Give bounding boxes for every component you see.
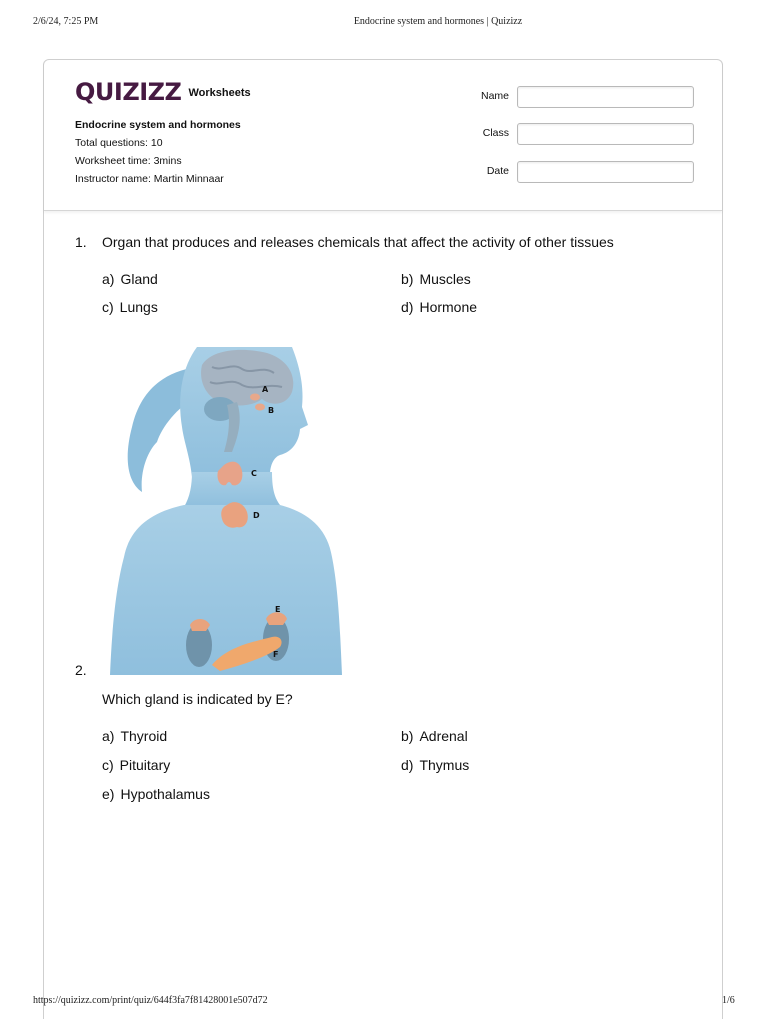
option-d — [401, 757, 469, 773]
logo-wordmark: QUIZIZZ — [75, 78, 182, 106]
torso-shape — [110, 505, 342, 675]
option-letter: c) — [102, 757, 114, 773]
worksheet-header — [44, 60, 722, 211]
option-text: Thyroid — [120, 728, 168, 744]
pituitary-gland — [255, 404, 265, 411]
option-letter: e) — [102, 786, 115, 802]
worksheet-title: Endocrine system and hormones — [75, 119, 241, 131]
print-url: https://quizizz.com/print/quiz/644f3fa7f81428001e507d72 — [33, 995, 268, 1006]
total-questions: Total questions: 10 — [75, 137, 163, 149]
date-label: Date — [486, 165, 509, 177]
option-text: Gland — [120, 271, 158, 287]
print-page-title: Endocrine system and hormones | Quizizz — [353, 16, 523, 27]
figure-label-e: E — [275, 605, 281, 614]
option-a — [102, 271, 158, 287]
question-number: 2. — [75, 662, 87, 678]
date-field[interactable] — [517, 161, 694, 183]
worksheet-time: Worksheet time: 3mins — [75, 155, 182, 167]
option-letter: d) — [401, 299, 414, 315]
class-field[interactable] — [517, 123, 694, 145]
endocrine-figure — [102, 347, 350, 675]
option-d — [401, 299, 477, 315]
print-header — [0, 16, 768, 30]
option-text: Pituitary — [119, 757, 171, 773]
option-letter: a) — [102, 728, 115, 744]
option-letter: b) — [401, 271, 414, 287]
option-e — [102, 786, 210, 802]
option-text: Lungs — [119, 299, 158, 315]
question-text: Organ that produces and releases chemicals that affect the activity of other tissues — [102, 234, 614, 250]
option-c — [102, 757, 170, 773]
option-a — [102, 728, 167, 744]
option-letter: a) — [102, 271, 115, 287]
figure-label-f: F — [273, 650, 279, 659]
question-text: Which gland is indicated by E? — [102, 691, 293, 707]
figure-label-a: A — [262, 385, 269, 394]
option-text: Hypothalamus — [120, 786, 210, 802]
figure-label-c: C — [251, 469, 257, 478]
logo-section-label: Worksheets — [188, 87, 251, 99]
option-c — [102, 299, 158, 315]
option-text: Thymus — [419, 757, 470, 773]
quizizz-logo — [75, 77, 251, 107]
figure-label-d: D — [253, 511, 260, 520]
endocrine-diagram-svg — [102, 347, 350, 675]
option-letter: d) — [401, 757, 414, 773]
option-b — [401, 728, 468, 744]
option-letter: b) — [401, 728, 414, 744]
option-text: Adrenal — [419, 728, 468, 744]
option-letter: c) — [102, 299, 114, 315]
name-field[interactable] — [517, 86, 694, 108]
question-number: 1. — [75, 234, 87, 250]
name-label: Name — [480, 90, 509, 102]
instructor-name: Instructor name: Martin Minnaar — [75, 173, 224, 185]
print-datetime: 2/6/24, 7:25 PM — [33, 16, 99, 27]
option-text: Hormone — [419, 299, 478, 315]
figure-label-b: B — [268, 406, 275, 415]
class-label: Class — [482, 127, 509, 139]
print-footer — [0, 995, 768, 1009]
option-b — [401, 271, 471, 287]
print-page-number: 1/6 — [722, 995, 735, 1006]
option-text: Muscles — [419, 271, 471, 287]
hypothalamus-gland — [250, 394, 260, 401]
